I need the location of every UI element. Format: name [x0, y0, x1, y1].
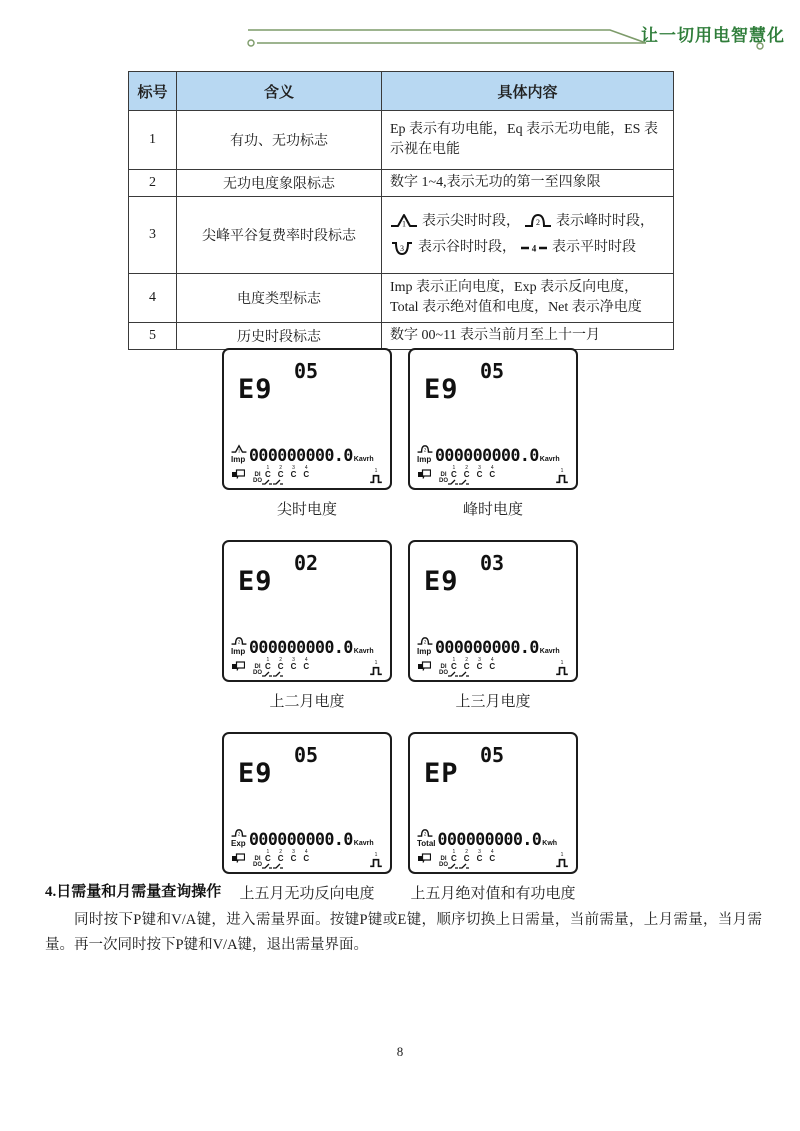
direction-label: Imp	[231, 455, 246, 464]
history-month-label: 03	[480, 551, 505, 575]
row-detail: 数字 00~11 表示当前月至上十一月	[382, 323, 674, 350]
row-id: 5	[129, 323, 177, 350]
svg-text:2: 2	[237, 639, 241, 646]
pulse-output-icon: 1	[556, 853, 568, 868]
lcd-figure	[408, 732, 578, 903]
lcd-status-row	[232, 850, 382, 868]
comm-status-icon	[418, 850, 431, 868]
lcd-status-row	[418, 466, 568, 484]
history-month-label: 05	[294, 743, 319, 767]
table-row	[129, 323, 674, 350]
lcd-figure	[222, 732, 392, 903]
sharp-period-icon	[390, 213, 418, 230]
energy-value-digits: 000000000.0	[249, 637, 353, 657]
lcd-figure	[408, 540, 578, 711]
comm-status-icon	[418, 658, 431, 676]
relay-contact-indicators: 1 C 2 C 3 C 4 C	[451, 658, 495, 676]
history-month-label: 02	[294, 551, 319, 575]
section-heading: 4.日需量和月需量查询操作	[45, 884, 222, 900]
direction-label: Imp	[417, 647, 432, 656]
lcd-figure	[222, 540, 392, 711]
svg-text:2: 2	[423, 639, 427, 646]
row-meaning: 无功电度象限标志	[177, 170, 382, 197]
energy-type-label: E9	[238, 566, 273, 597]
relay-switch-icon	[262, 479, 284, 485]
table-row	[129, 111, 674, 170]
legend-table	[128, 71, 674, 350]
di-do-labels: DI DO	[253, 472, 262, 484]
lcd-status-row	[232, 658, 382, 676]
di-do-labels: DI DO	[439, 664, 448, 676]
comm-status-icon	[232, 658, 245, 676]
tariff-period-icon	[231, 828, 247, 839]
energy-type-label: E9	[424, 374, 459, 405]
tariff-period-icon	[417, 636, 433, 647]
lcd-panel	[408, 348, 578, 490]
tariff-period-icon	[417, 828, 433, 839]
row-meaning: 历史时段标志	[177, 323, 382, 350]
energy-type-label: E9	[424, 566, 459, 597]
tariff-period-icon	[417, 444, 433, 455]
row-id: 2	[129, 170, 177, 197]
di-do-labels: DI DO	[439, 472, 448, 484]
history-month-label: 05	[480, 743, 505, 767]
table-row	[129, 170, 674, 197]
lcd-caption: 上五月无功反向电度	[239, 886, 375, 902]
row-detail: Ep 表示有功电能，Eq 表示无功电能，ES 表示视在电能	[382, 111, 674, 170]
tariff-line-1	[390, 212, 665, 232]
relay-contact-indicators: 1 C 2 C 3 C 4 C	[451, 466, 495, 484]
lcd-figure	[222, 348, 392, 519]
di-do-labels: DI DO	[253, 664, 262, 676]
svg-text:2: 2	[423, 447, 427, 454]
table-row	[129, 197, 674, 274]
relay-contact-indicators: 1 C 2 C 3 C 4 C	[265, 466, 309, 484]
unit-label: Kavrh	[539, 648, 560, 655]
valley-period-icon	[390, 240, 414, 256]
comm-status-icon	[232, 466, 245, 484]
unit-label: Kavrh	[353, 456, 374, 463]
lcd-caption: 尖时电度	[276, 502, 337, 518]
relay-switch-icon	[262, 863, 284, 869]
row-id: 3	[129, 197, 177, 274]
row-detail: Imp 表示正向电度，Exp 表示反向电度，Total 表示绝对值和电度，Net 表示净电度	[382, 274, 674, 323]
energy-value-digits: 000000000.0	[249, 829, 353, 849]
lcd-status-row	[418, 658, 568, 676]
lcd-panel	[408, 540, 578, 682]
tariff-line-2	[390, 238, 665, 258]
lcd-figure	[408, 348, 578, 519]
svg-text:1: 1	[237, 448, 241, 455]
lcd-screens-grid	[0, 348, 800, 903]
lcd-caption: 峰时电度	[462, 502, 523, 518]
lcd-main-row	[231, 828, 386, 848]
unit-label: Kavrh	[353, 840, 374, 847]
tariff-period-icon	[231, 636, 247, 647]
lcd-panel	[222, 732, 392, 874]
lcd-main-row	[417, 444, 572, 464]
row-meaning: 电度类型标志	[177, 274, 382, 323]
di-do-labels: DI DO	[439, 856, 448, 868]
pulse-output-icon: 1	[370, 469, 382, 484]
direction-label: Imp	[417, 455, 432, 464]
valley-period-text: 表示谷时时段，	[418, 240, 516, 255]
section-4	[45, 880, 762, 957]
svg-text:4: 4	[531, 243, 537, 254]
lcd-caption: 上三月电度	[455, 694, 531, 710]
col-header-meaning: 含义	[177, 72, 382, 111]
relay-contact-indicators: 1 C 2 C 3 C 4 C	[451, 850, 495, 868]
relay-switch-icon	[262, 671, 284, 677]
direction-label: Imp	[231, 647, 246, 656]
table-header-row	[129, 72, 674, 111]
header-slogan: 让一切用电智慧化	[641, 26, 785, 45]
row-detail	[382, 197, 674, 274]
energy-type-label: E9	[238, 758, 273, 789]
energy-value-digits: 000000000.0	[249, 445, 353, 465]
tariff-period-icon	[231, 444, 247, 455]
energy-value-digits: 000000000.0	[437, 829, 542, 849]
lcd-main-row	[417, 636, 572, 656]
unit-label: Kavrh	[539, 456, 560, 463]
relay-contact-indicators: 1 C 2 C 3 C 4 C	[265, 658, 309, 676]
lcd-caption: 上五月绝对值和有功电度	[410, 886, 576, 902]
table-row	[129, 274, 674, 323]
energy-type-label: E9	[238, 374, 273, 405]
history-month-label: 05	[480, 359, 505, 383]
lcd-status-row	[232, 466, 382, 484]
svg-text:2: 2	[237, 831, 241, 838]
lcd-status-row	[418, 850, 568, 868]
direction-label: Total	[417, 839, 436, 848]
relay-switch-icon	[448, 671, 470, 677]
peak-period-icon	[524, 213, 552, 230]
svg-text:1: 1	[402, 219, 406, 229]
lcd-main-row	[231, 636, 386, 656]
direction-label: Exp	[231, 839, 246, 848]
row-meaning: 有功、无功标志	[177, 111, 382, 170]
pulse-output-icon: 1	[556, 469, 568, 484]
col-header-detail: 具体内容	[382, 72, 674, 111]
flat-period-text: 表示平时时段	[552, 240, 636, 255]
row-meaning: 尖峰平谷复费率时段标志	[177, 197, 382, 274]
relay-switch-icon	[448, 479, 470, 485]
comm-status-icon	[232, 850, 245, 868]
row-id: 1	[129, 111, 177, 170]
page-number: 8	[396, 1044, 404, 1059]
unit-label: Kavrh	[353, 648, 374, 655]
lcd-panel	[408, 732, 578, 874]
energy-value-digits: 000000000.0	[435, 637, 539, 657]
sharp-period-text: 表示尖时时段，	[422, 213, 520, 229]
energy-type-label: EP	[424, 758, 459, 789]
di-do-labels: DI DO	[253, 856, 262, 868]
lcd-main-row	[417, 828, 572, 848]
lcd-main-row	[231, 444, 386, 464]
svg-text:2: 2	[423, 831, 427, 838]
lcd-panel	[222, 540, 392, 682]
lcd-caption: 上二月电度	[269, 694, 345, 710]
row-detail: 数字 1~4,表示无功的第一至四象限	[382, 170, 674, 197]
energy-value-digits: 000000000.0	[435, 445, 539, 465]
peak-period-text: 表示峰时时段，	[556, 213, 654, 229]
comm-status-icon	[418, 466, 431, 484]
pulse-output-icon: 1	[370, 661, 382, 676]
svg-text:2: 2	[536, 218, 540, 228]
unit-label: Kwh	[542, 840, 558, 847]
lcd-panel	[222, 348, 392, 490]
row-id: 4	[129, 274, 177, 323]
pulse-output-icon: 1	[556, 661, 568, 676]
col-header-id: 标号	[129, 72, 177, 111]
flat-period-icon	[520, 241, 548, 255]
relay-contact-indicators: 1 C 2 C 3 C 4 C	[265, 850, 309, 868]
section-body: 同时按下P键和V/A键，进入需量界面。按键P键或E键，顺序切换上日需量，当前需量，上月需量，当月需量。再一次同时按下P键和V/A键，退出需量界面。	[45, 912, 762, 953]
history-month-label: 05	[294, 359, 319, 383]
svg-text:3: 3	[400, 244, 404, 254]
relay-switch-icon	[448, 863, 470, 869]
pulse-output-icon: 1	[370, 853, 382, 868]
